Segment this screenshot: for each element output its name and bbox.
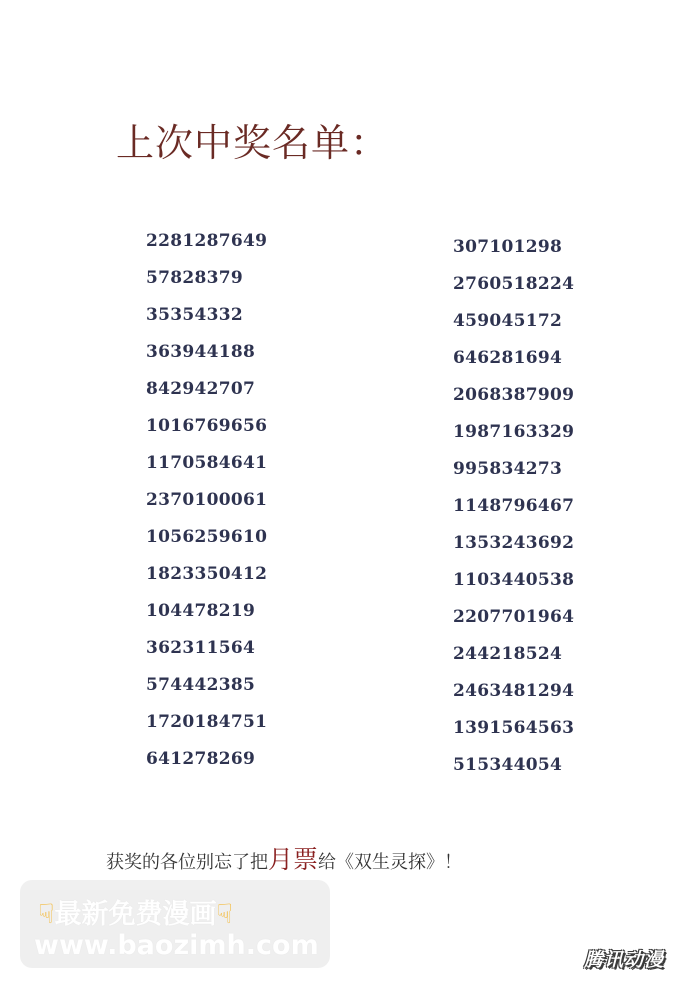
winner-list-right — [453, 235, 574, 790]
watermark-line1 — [38, 892, 233, 931]
winner-id: 1016769656 — [146, 416, 268, 436]
winner-id: 574442385 — [146, 675, 256, 695]
winner-id: 1170584641 — [146, 453, 268, 473]
winner-id: 995834273 — [453, 459, 563, 479]
winner-id: 842942707 — [146, 379, 256, 399]
winner-id: 307101298 — [453, 237, 563, 257]
winner-id: 1987163329 — [453, 422, 575, 442]
winner-id: 1720184751 — [146, 712, 268, 732]
winner-id: 363944188 — [146, 342, 256, 362]
winner-id: 646281694 — [453, 348, 563, 368]
winner-id: 1353243692 — [453, 533, 575, 553]
winner-id: 104478219 — [146, 601, 256, 621]
winner-id: 2068387909 — [453, 385, 575, 405]
winner-id: 641278269 — [146, 749, 256, 769]
footer-text-after: 给《双生灵探》！ — [318, 852, 463, 873]
tencent-comic-logo: 腾讯动漫 — [583, 949, 664, 971]
watermark — [20, 880, 330, 968]
winner-id: 515344054 — [453, 755, 563, 775]
winner-id: 1391564563 — [453, 718, 575, 738]
winner-list-left — [146, 229, 267, 784]
winner-id: 2370100061 — [146, 490, 268, 510]
watermark-slogan: 最新免费漫画 — [54, 899, 217, 930]
monthly-ticket-highlight: 月票 — [268, 845, 319, 874]
winner-id: 2281287649 — [146, 231, 268, 251]
winner-id: 1148796467 — [453, 496, 575, 516]
winner-id: 2760518224 — [453, 274, 575, 294]
winner-id: 1103440538 — [453, 570, 575, 590]
winner-id: 1056259610 — [146, 527, 268, 547]
pointing-down-hand-icon: ☟ — [38, 899, 55, 930]
winner-id: 35354332 — [146, 305, 244, 325]
winner-id: 244218524 — [453, 644, 563, 664]
winner-id: 57828379 — [146, 268, 244, 288]
winner-id: 2207701964 — [453, 607, 575, 627]
pointing-down-hand-icon: ☟ — [216, 899, 233, 930]
winner-id: 459045172 — [453, 311, 563, 331]
page-title: 上次中奖名单： — [116, 121, 390, 165]
winner-id: 2463481294 — [453, 681, 575, 701]
watermark-url: www.baozimh.com — [34, 930, 319, 961]
footer-note — [106, 840, 462, 876]
footer-text-before: 获奖的各位别忘了把 — [106, 852, 268, 873]
winner-id: 1823350412 — [146, 564, 268, 584]
winner-id: 362311564 — [146, 638, 256, 658]
